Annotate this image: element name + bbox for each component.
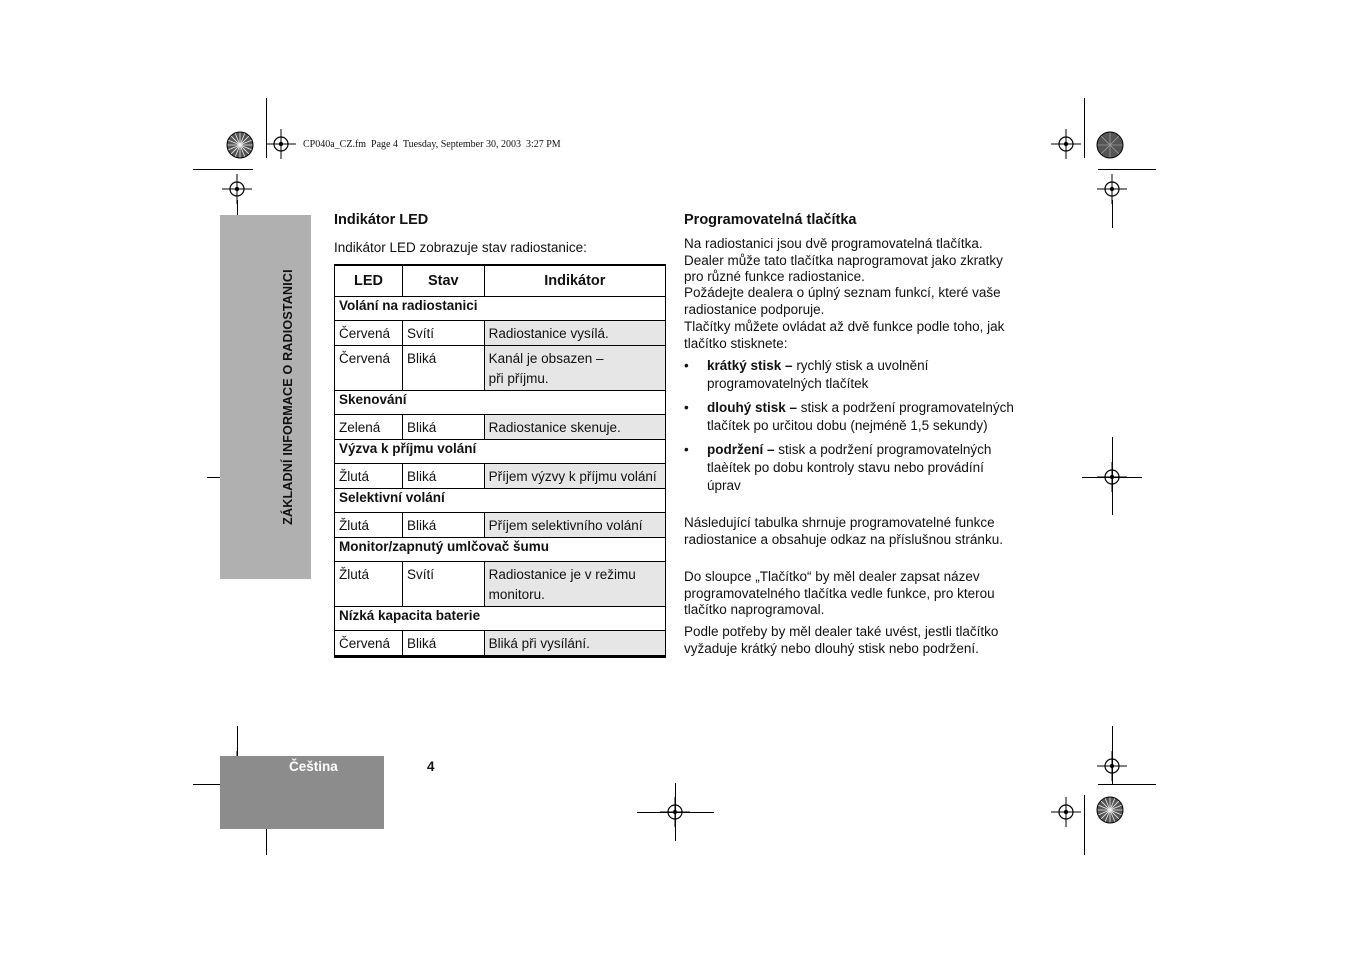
table-section-title: Volání na radiostanici: [335, 297, 666, 321]
table-section-title: Monitor/zapnutý umlčovač šumu: [335, 538, 666, 562]
registration-line: [1112, 726, 1113, 784]
press-type-list: [684, 357, 1019, 501]
side-tab: [220, 215, 311, 579]
list-item: [684, 357, 1019, 393]
cell-led: Červená: [335, 631, 403, 657]
side-tab-label: ZÁKLADNÍ INFORMACE O RADIOSTANICI: [281, 269, 295, 525]
programmable-para-3: Podle potřeby by měl dealer také uvést, jestli tlačítko vyžaduje krátký nebo dlouhý stisk nebo podržení.: [684, 624, 999, 656]
bullet-term: dlouhý stisk –: [707, 400, 798, 415]
bullet-icon: •: [684, 358, 689, 373]
registration-line: [637, 812, 714, 813]
cell-stav: Svítí: [402, 321, 484, 346]
cell-stav: Svítí: [402, 562, 484, 607]
page-number: 4: [427, 759, 435, 774]
cell-led: Červená: [335, 321, 403, 346]
cell-indikator: Bliká při vysílání.: [484, 631, 665, 657]
table-section-title: Nízká kapacita baterie: [335, 607, 666, 631]
table-row: [335, 346, 666, 391]
cell-led: Zelená: [335, 415, 403, 440]
rosette-target-icon: [1096, 131, 1124, 159]
cell-indikator: Radiostanice je v režimu monitoru.: [484, 562, 665, 607]
registration-line: [1112, 200, 1113, 228]
cell-led: Žlutá: [335, 464, 403, 489]
led-section-title: Indikátor LED: [334, 212, 429, 228]
cell-indikator: Radiostanice vysílá.: [484, 321, 665, 346]
cell-indikator: Příjem výzvy k příjmu volání: [484, 464, 665, 489]
list-item: [684, 399, 1019, 435]
cell-indikator: Příjem selektivního volání: [484, 513, 665, 538]
table-section-title: Selektivní volání: [335, 489, 666, 513]
table-section-title: Skenování: [335, 391, 666, 415]
cell-indikator: Radiostanice skenuje.: [484, 415, 665, 440]
programmable-intro-2: Požádejte dealera o úplný seznam funkcí, které vaše radiostanice podporuje.: [684, 285, 1001, 317]
crosshair-registration-icon: [266, 129, 296, 159]
cell-stav: Bliká: [402, 346, 484, 391]
cell-indikator: Kanál je obsazen – při příjmu.: [484, 346, 665, 391]
cell-led: Žlutá: [335, 513, 403, 538]
cell-stav: Bliká: [402, 464, 484, 489]
bullet-text: rychlý stisk a uvolnění programovatelných tlačítek: [707, 358, 929, 391]
cell-stav: Bliká: [402, 631, 484, 657]
led-intro: Indikátor LED zobrazuje stav radiostanice:: [334, 240, 587, 255]
rosette-target-icon: [226, 131, 254, 159]
table-row: [335, 513, 666, 538]
programmable-buttons-title: Programovatelná tlačítka: [684, 212, 857, 228]
programmable-para-2: Do sloupce „Tlačítko“ by měl dealer zapsat název programovatelného tlačítka vedle funkce, pro kterou tlačítko naprogramoval.: [684, 569, 995, 617]
programmable-intro-3: Tlačítky můžete ovládat až dvě funkce podle toho, jak tlačítko stisknete:: [684, 319, 1005, 351]
table-row: [335, 562, 666, 607]
table-header-stav: Stav: [402, 265, 484, 297]
programmable-intro-1: Na radiostanici jsou dvě programovatelná tlačítka. Dealer může tato tlačítka naprogramovat jako zkratky pro různé funkce radiostanice.: [684, 236, 1003, 284]
table-row: [335, 631, 666, 657]
bullet-icon: •: [684, 400, 689, 415]
rosette-target-icon: [1096, 796, 1124, 824]
programmable-para-1: Následující tabulka shrnuje programovatelné funkce radiostanice a obsahuje odkaz na příslušnou stránku.: [684, 515, 1003, 547]
crosshair-registration-icon: [1051, 129, 1081, 159]
bullet-icon: •: [684, 442, 689, 457]
cell-led: Červená: [335, 346, 403, 391]
list-item: [684, 441, 1019, 495]
table-header-indikator: Indikátor: [484, 265, 665, 297]
table-row: [335, 415, 666, 440]
table-header-led: LED: [335, 265, 403, 297]
table-row: [335, 464, 666, 489]
registration-line: [1112, 437, 1113, 515]
footer-language: Čeština: [289, 759, 338, 774]
registration-line: [1082, 477, 1142, 478]
bullet-text: stisk a podržení programovatelných tlaèítek po dobu kontroly stavu nebo provádíní úprav: [707, 442, 992, 493]
bullet-text: stisk a podržení programovatelných tlačítek po určitou dobu (nejméně 1,5 sekundy): [707, 400, 1014, 433]
led-indicator-table: [334, 264, 666, 658]
cell-stav: Bliká: [402, 415, 484, 440]
bullet-term: podržení –: [707, 442, 775, 457]
cell-led: Žlutá: [335, 562, 403, 607]
table-row: [335, 321, 666, 346]
cell-stav: Bliká: [402, 513, 484, 538]
bullet-term: krátký stisk –: [707, 358, 793, 373]
page-header: CP040a_CZ.fm Page 4 Tuesday, September 30, 2003 3:27 PM: [303, 139, 561, 150]
crosshair-registration-icon: [1051, 797, 1081, 827]
table-section-title: Výzva k příjmu volání: [335, 440, 666, 464]
